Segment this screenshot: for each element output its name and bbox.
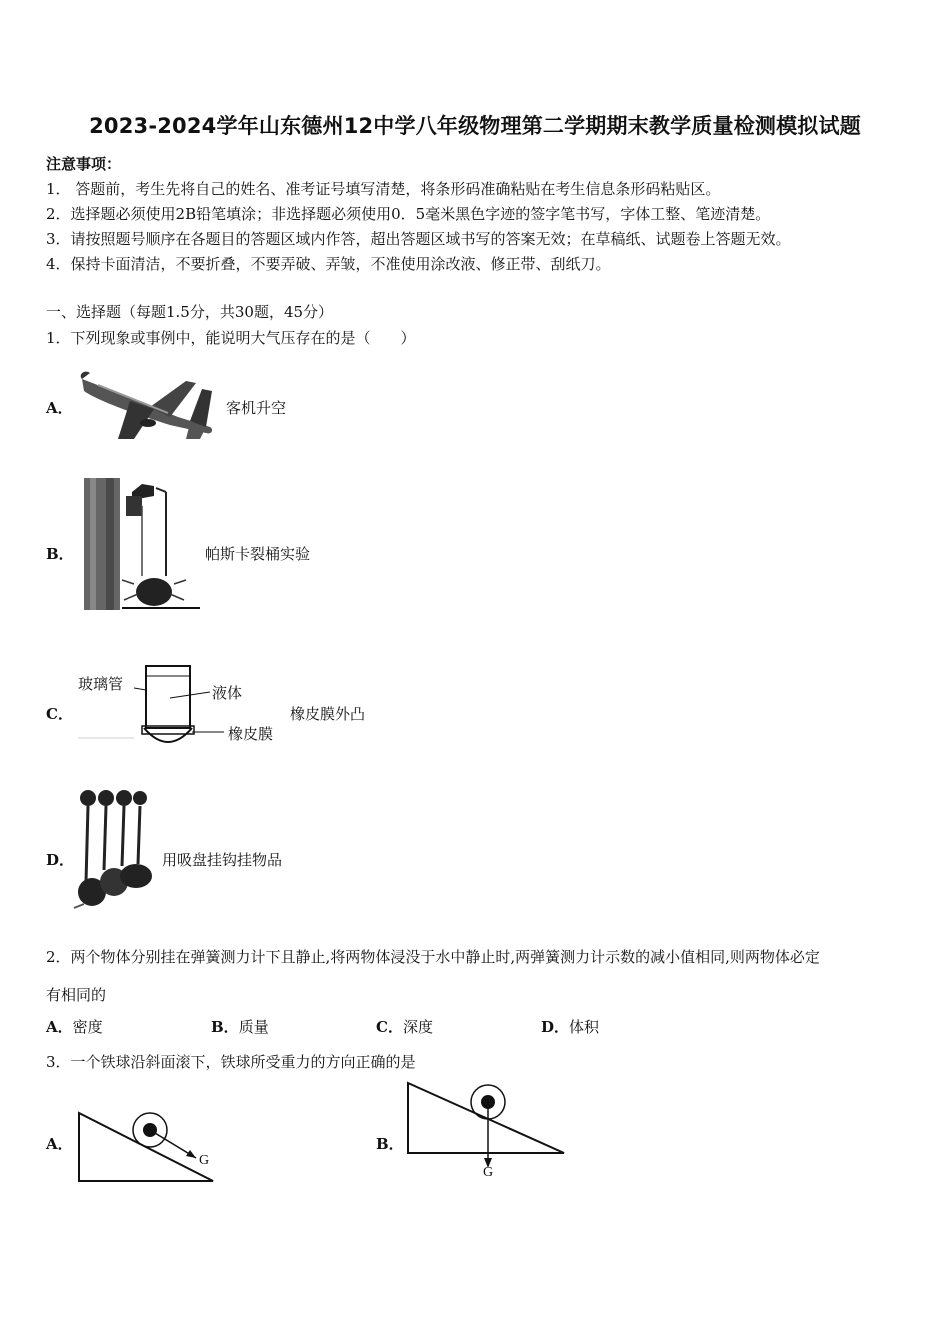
suction-hooks-icon: [74, 786, 158, 910]
question-2-stem-line-2: 有相同的: [46, 986, 107, 1004]
airplane-icon: [78, 365, 218, 443]
q1-option-a-label: A．: [46, 399, 73, 417]
q2-option-b-label: B．: [211, 1018, 239, 1036]
question-1-stem: 1．下列现象或事例中，能说明大气压存在的是（ ）: [46, 329, 416, 347]
q3-option-a-label: A．: [46, 1135, 73, 1153]
q2-option-d-label: D．: [541, 1018, 570, 1036]
notice-item-4: 4．保持卡面清洁，不要折叠，不要弄破、弄皱，不准使用涂改液、修正带、刮纸刀。: [46, 255, 611, 273]
incline-diagram-a: [76, 1108, 220, 1184]
question-2-stem-line-1: 2．两个物体分别挂在弹簧测力计下且静止,将两物体浸没于水中静止时,两弹簧测力计示数的减小值相同,则两物体必定: [46, 948, 820, 966]
q3-option-b-label: B．: [376, 1135, 404, 1153]
section-heading: 一、选择题（每题1.5分，共30题，45分）: [46, 303, 334, 321]
q2-option-b: [211, 1016, 269, 1037]
q2-option-b-text: 质量: [238, 1018, 269, 1036]
notice-item-3: 3．请按照题号顺序在各题目的答题区域内作答，超出答题区域书写的答案无效；在草稿纸、试题卷上答题无效。: [46, 230, 791, 248]
incline-diagram-b: [405, 1080, 569, 1176]
page-title: 2023-2024学年山东德州12中学八年级物理第二学期期末教学质量检测模拟试题: [89, 114, 861, 138]
figure-label-glass-tube: 玻璃管: [78, 675, 124, 693]
q1-option-c-text: 橡皮膜外凸: [290, 705, 366, 723]
q2-option-a-text: 密度: [72, 1018, 103, 1036]
q2-option-c-text: 深度: [402, 1018, 433, 1036]
q1-option-b-text: 帕斯卡裂桶实验: [205, 545, 311, 563]
q1-option-d-text: 用吸盘挂钩挂物品: [162, 851, 283, 869]
q2-option-c: [376, 1016, 433, 1037]
pascal-barrel-icon: [82, 476, 204, 612]
q1-option-d-label: D．: [46, 851, 75, 869]
q2-option-d-text: 体积: [569, 1018, 600, 1036]
figure-label-liquid: 液体: [212, 684, 243, 702]
notice-item-1: 1． 答题前，考生先将自己的姓名、准考证号填写清楚，将条形码准确粘贴在考生信息条形码粘贴区。: [46, 180, 721, 198]
q3-option-b-force-label: G: [483, 1165, 494, 1180]
figure-label-membrane: 橡皮膜: [228, 725, 274, 743]
q2-option-a: [46, 1016, 103, 1037]
question-3-stem: 3．一个铁球沿斜面滚下，铁球所受重力的方向正确的是: [46, 1053, 416, 1071]
q1-option-c-label: C．: [46, 705, 73, 723]
q1-option-a-text: 客机升空: [226, 399, 287, 417]
notice-heading: 注意事项：: [46, 155, 122, 173]
q2-option-d: [541, 1016, 599, 1037]
q3-option-a-force-label: G: [199, 1153, 210, 1168]
q2-option-c-label: C．: [376, 1018, 403, 1036]
notice-item-2: 2．选择题必须使用2B铅笔填涂；非选择题必须使用0．5毫米黑色字迹的签字笔书写，字体工整、笔迹清楚。: [46, 205, 771, 223]
q2-option-a-label: A．: [46, 1018, 73, 1036]
q1-option-b-label: B．: [46, 545, 74, 563]
